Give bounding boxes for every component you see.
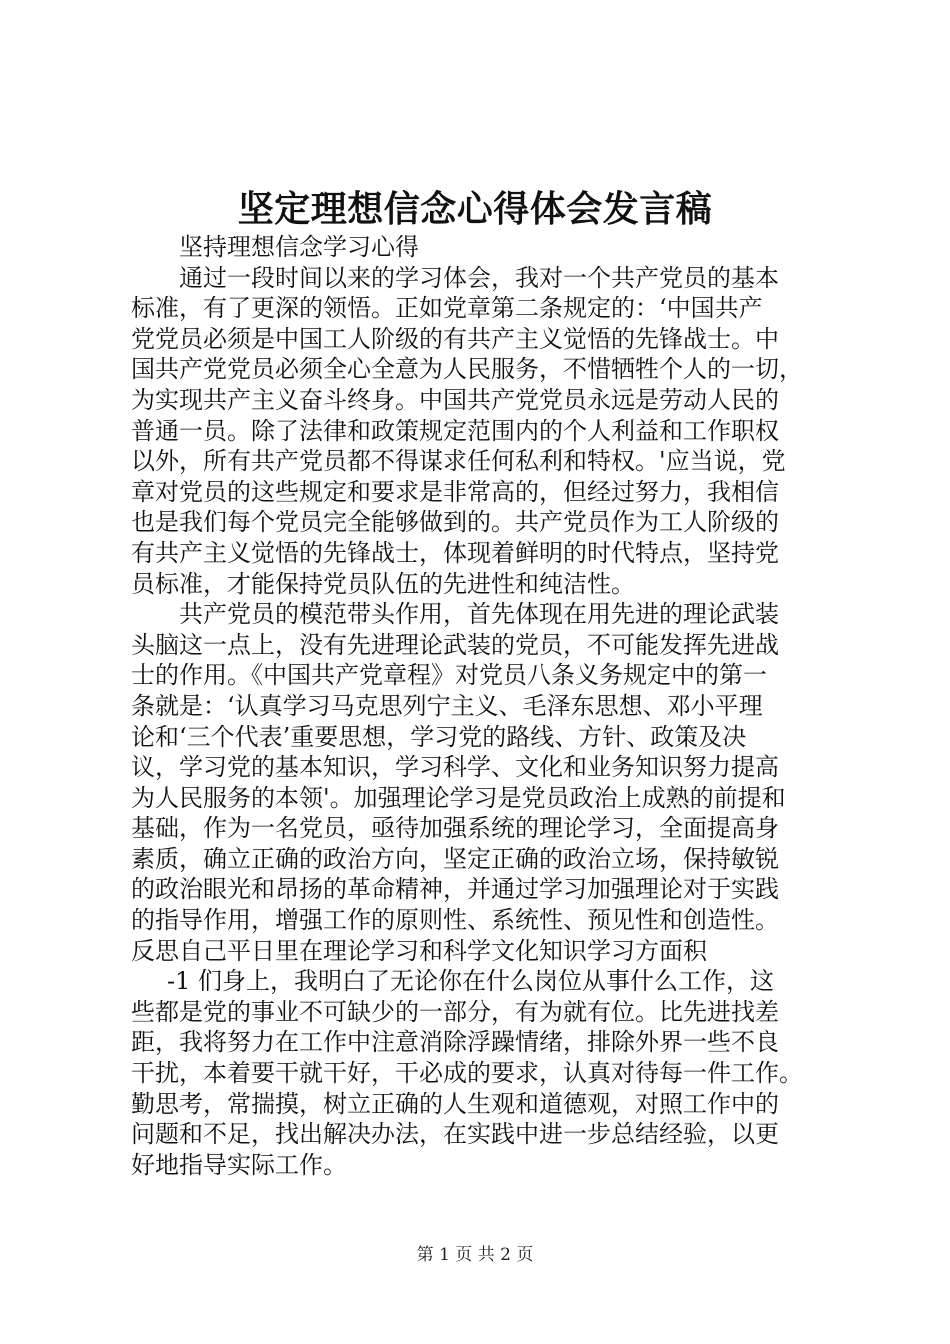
paragraph-line: 反思自己平日里在理论学习和科学文化知识学习方面积 [131, 936, 707, 965]
document-title: 坚定理想信念心得体会发言稿 [237, 188, 713, 230]
paragraph-line: 的政治眼光和昂扬的革命精神，并通过学习加强理论对于实践 [131, 875, 779, 904]
page-number-footer: 第 1 页 共 2 页 [416, 1245, 534, 1265]
paragraph-line: 条就是：‘认真学习马克思列宁主义、毛泽东思想、邓小平理 [131, 691, 763, 720]
paragraph-line: 士的作用。《中国共产党章程》对党员八条义务规定中的第一 [131, 661, 767, 690]
paragraph-line: 论和‘三个代表’重要思想，学习党的路线、方针、政策及决 [131, 722, 747, 751]
paragraph-line: 有共产主义觉悟的先锋战士，体现着鲜明的时代特点，坚持党 [131, 538, 779, 567]
paragraph-line: 的指导作用，增强工作的原则性、系统性、预见性和创造性。 [131, 906, 779, 935]
document-body [131, 232, 833, 1180]
paragraph-line: -1 们身上，我明白了无论你在什么岗位从事什么工作，这 [167, 967, 775, 996]
paragraph-line: 为人民服务的本领'。加强理论学习是党员政治上成熟的前提和 [131, 783, 786, 812]
paragraph-line: 问题和不足，找出解决办法，在实践中进一步总结经验，以更 [131, 1120, 779, 1149]
paragraph-line: 普通一员。除了法律和政策规定范围内的个人利益和工作职权 [131, 416, 779, 445]
subtitle-line: 坚持理想信念学习心得 [179, 233, 419, 261]
paragraph-line: 通过一段时间以来的学习体会，我对一个共产党员的基本 [179, 263, 779, 292]
paragraph-line: 些都是党的事业不可缺少的一部分，有为就有位。比先进找差 [131, 997, 779, 1026]
paragraph-line: 以外，所有共产党员都不得谋求任何私利和特权。'应当说，党 [131, 447, 786, 476]
paragraph-line: 头脑这一点上，没有先进理论武装的党员，不可能发挥先进战 [131, 630, 779, 659]
paragraph-line: 距，我将努力在工作中注意消除浮躁情绪，排除外界一些不良 [131, 1028, 779, 1057]
paragraph-line: 员标准，才能保持党员队伍的先进性和纯洁性。 [131, 569, 635, 598]
paragraph-line: 也是我们每个党员完全能够做到的。共产党员作为工人阶级的 [131, 508, 779, 537]
paragraph-line: 干扰，本着要干就干好，干必成的要求，认真对待每一件工作。 [131, 1059, 803, 1088]
paragraph-line: 为实现共产主义奋斗终身。中国共产党党员永远是劳动人民的 [131, 385, 779, 414]
paragraph-line: 素质，确立正确的政治方向，坚定正确的政治立场，保持敏锐 [131, 844, 779, 873]
paragraph-line: 勤思考，常揣摸，树立正确的人生观和道德观，对照工作中的 [131, 1089, 779, 1118]
paragraph-line: 国共产党党员必须全心全意为人民服务，不惜牺牲个人的一切， [131, 355, 803, 384]
paragraph-line: 章对党员的这些规定和要求是非常高的，但经过努力，我相信 [131, 477, 779, 506]
paragraph-line: 基础，作为一名党员，亟待加强系统的理论学习，全面提高身 [131, 814, 779, 843]
paragraph-line: 好地指导实际工作。 [131, 1150, 347, 1179]
paragraph-line: 党党员必须是中国工人阶级的有共产主义觉悟的先锋战士。中 [131, 324, 779, 353]
paragraph-line: 共产党员的模范带头作用，首先体现在用先进的理论武装 [179, 600, 779, 629]
paragraph-line: 议，学习党的基本知识，学习科学、文化和业务知识努力提高 [131, 753, 779, 782]
paragraph-line: 标准，有了更深的领悟。正如党章第二条规定的：‘中国共产 [131, 294, 763, 323]
